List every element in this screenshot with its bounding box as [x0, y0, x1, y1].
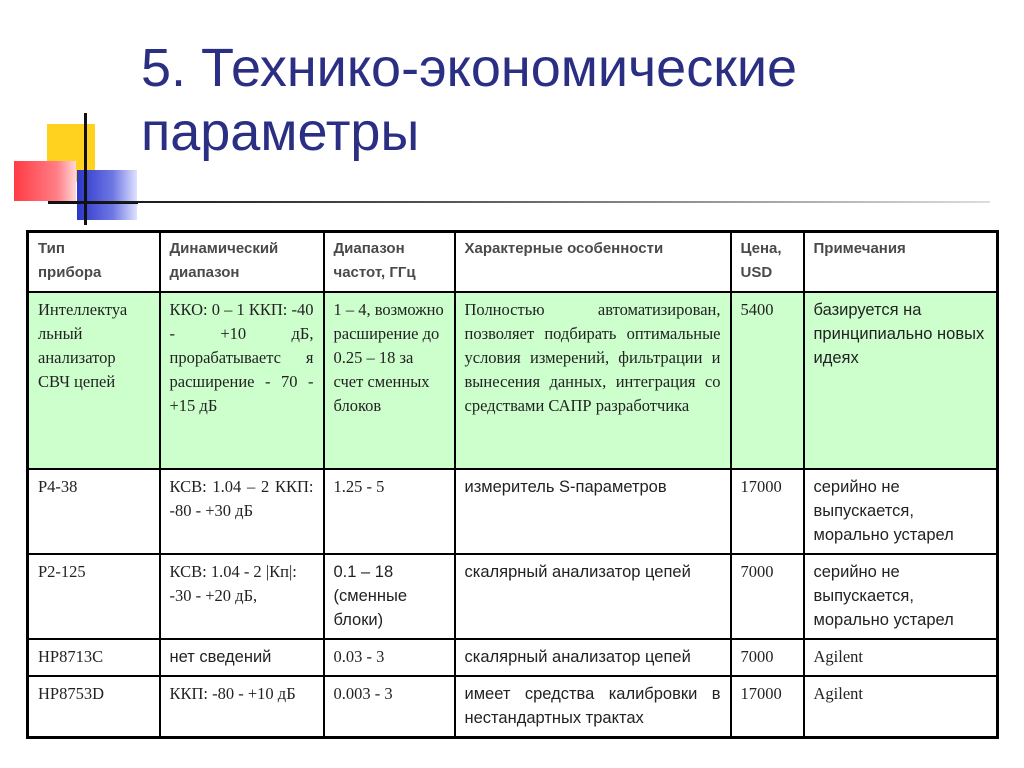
decor-vertical-line — [84, 113, 87, 225]
cell-frequency-range: 1 – 4, возможно расширение до 0.25 – 18 за счет сменных блоков — [324, 292, 455, 469]
table-row — [28, 554, 998, 639]
table-row — [28, 469, 998, 554]
table-row — [28, 639, 998, 676]
cell-dynamic-range: КСВ: 1.04 – 2 ККП: -80 - +30 дБ — [160, 469, 324, 554]
table-header-row — [28, 232, 998, 293]
cell-notes: серийно не выпускается, морально устарел — [804, 469, 998, 554]
header-notes: Примечания — [804, 232, 998, 293]
cell-features: Полностью автоматизирован, позволяет подбирать оптимальные условия измерений, фильтрации и вынесения данных, интеграция со средствами САПР разработчика — [455, 292, 731, 469]
header-dynamic-range: Динамический диапазон — [160, 232, 324, 293]
table-row — [28, 292, 998, 469]
header-frequency-range: Диапазон частот, ГГц — [324, 232, 455, 293]
table-row — [28, 676, 998, 738]
cell-dynamic-range: нет сведений — [160, 639, 324, 676]
cell-features: имеет средства калибровки в нестандартных трактах — [455, 676, 731, 738]
cell-device-type: Р2-125 — [28, 554, 160, 639]
cell-dynamic-range: КСВ: 1.04 - 2 |Кп|: -30 - +20 дБ, — [160, 554, 324, 639]
cell-frequency-range: 0.03 - 3 — [324, 639, 455, 676]
cell-price: 17000 — [731, 469, 804, 554]
slide-title-line1: 5. Технико-экономические — [141, 38, 798, 98]
cell-price: 17000 — [731, 676, 804, 738]
cell-price: 5400 — [731, 292, 804, 469]
cell-device-type: HP8753D — [28, 676, 160, 738]
cell-price: 7000 — [731, 639, 804, 676]
cell-frequency-range: 0.1 – 18 (сменные блоки) — [324, 554, 455, 639]
cell-device-type: Р4-38 — [28, 469, 160, 554]
cell-features: скалярный анализатор цепей — [455, 639, 731, 676]
cell-frequency-range: 1.25 - 5 — [324, 469, 455, 554]
header-price: Цена, USD — [731, 232, 804, 293]
parameters-table — [26, 230, 999, 739]
cell-dynamic-range: ККП: -80 - +10 дБ — [160, 676, 324, 738]
cell-price: 7000 — [731, 554, 804, 639]
cell-dynamic-range: ККО: 0 – 1 ККП: -40 - +10 дБ, прорабатываетс я расширение - 70 - +15 дБ — [160, 292, 324, 469]
cell-notes: Agilent — [804, 639, 998, 676]
slide-title — [141, 36, 1001, 164]
header-features: Характерные особенности — [455, 232, 731, 293]
cell-notes: серийно не выпускается, морально устарел — [804, 554, 998, 639]
cell-features: измеритель S-параметров — [455, 469, 731, 554]
cell-notes: базируется на принципиально новых идеях — [804, 292, 998, 469]
cell-device-type: Интеллектуа льный анализатор СВЧ цепей — [28, 292, 160, 469]
slide-title-line2: параметры — [141, 102, 420, 162]
cell-notes: Agilent — [804, 676, 998, 738]
cell-device-type: HP8713C — [28, 639, 160, 676]
decor-red-square — [14, 161, 76, 201]
cell-frequency-range: 0.003 - 3 — [324, 676, 455, 738]
cell-features: скалярный анализатор цепей — [455, 554, 731, 639]
title-underline — [78, 201, 990, 203]
header-device-type: Тип прибора — [28, 232, 160, 293]
